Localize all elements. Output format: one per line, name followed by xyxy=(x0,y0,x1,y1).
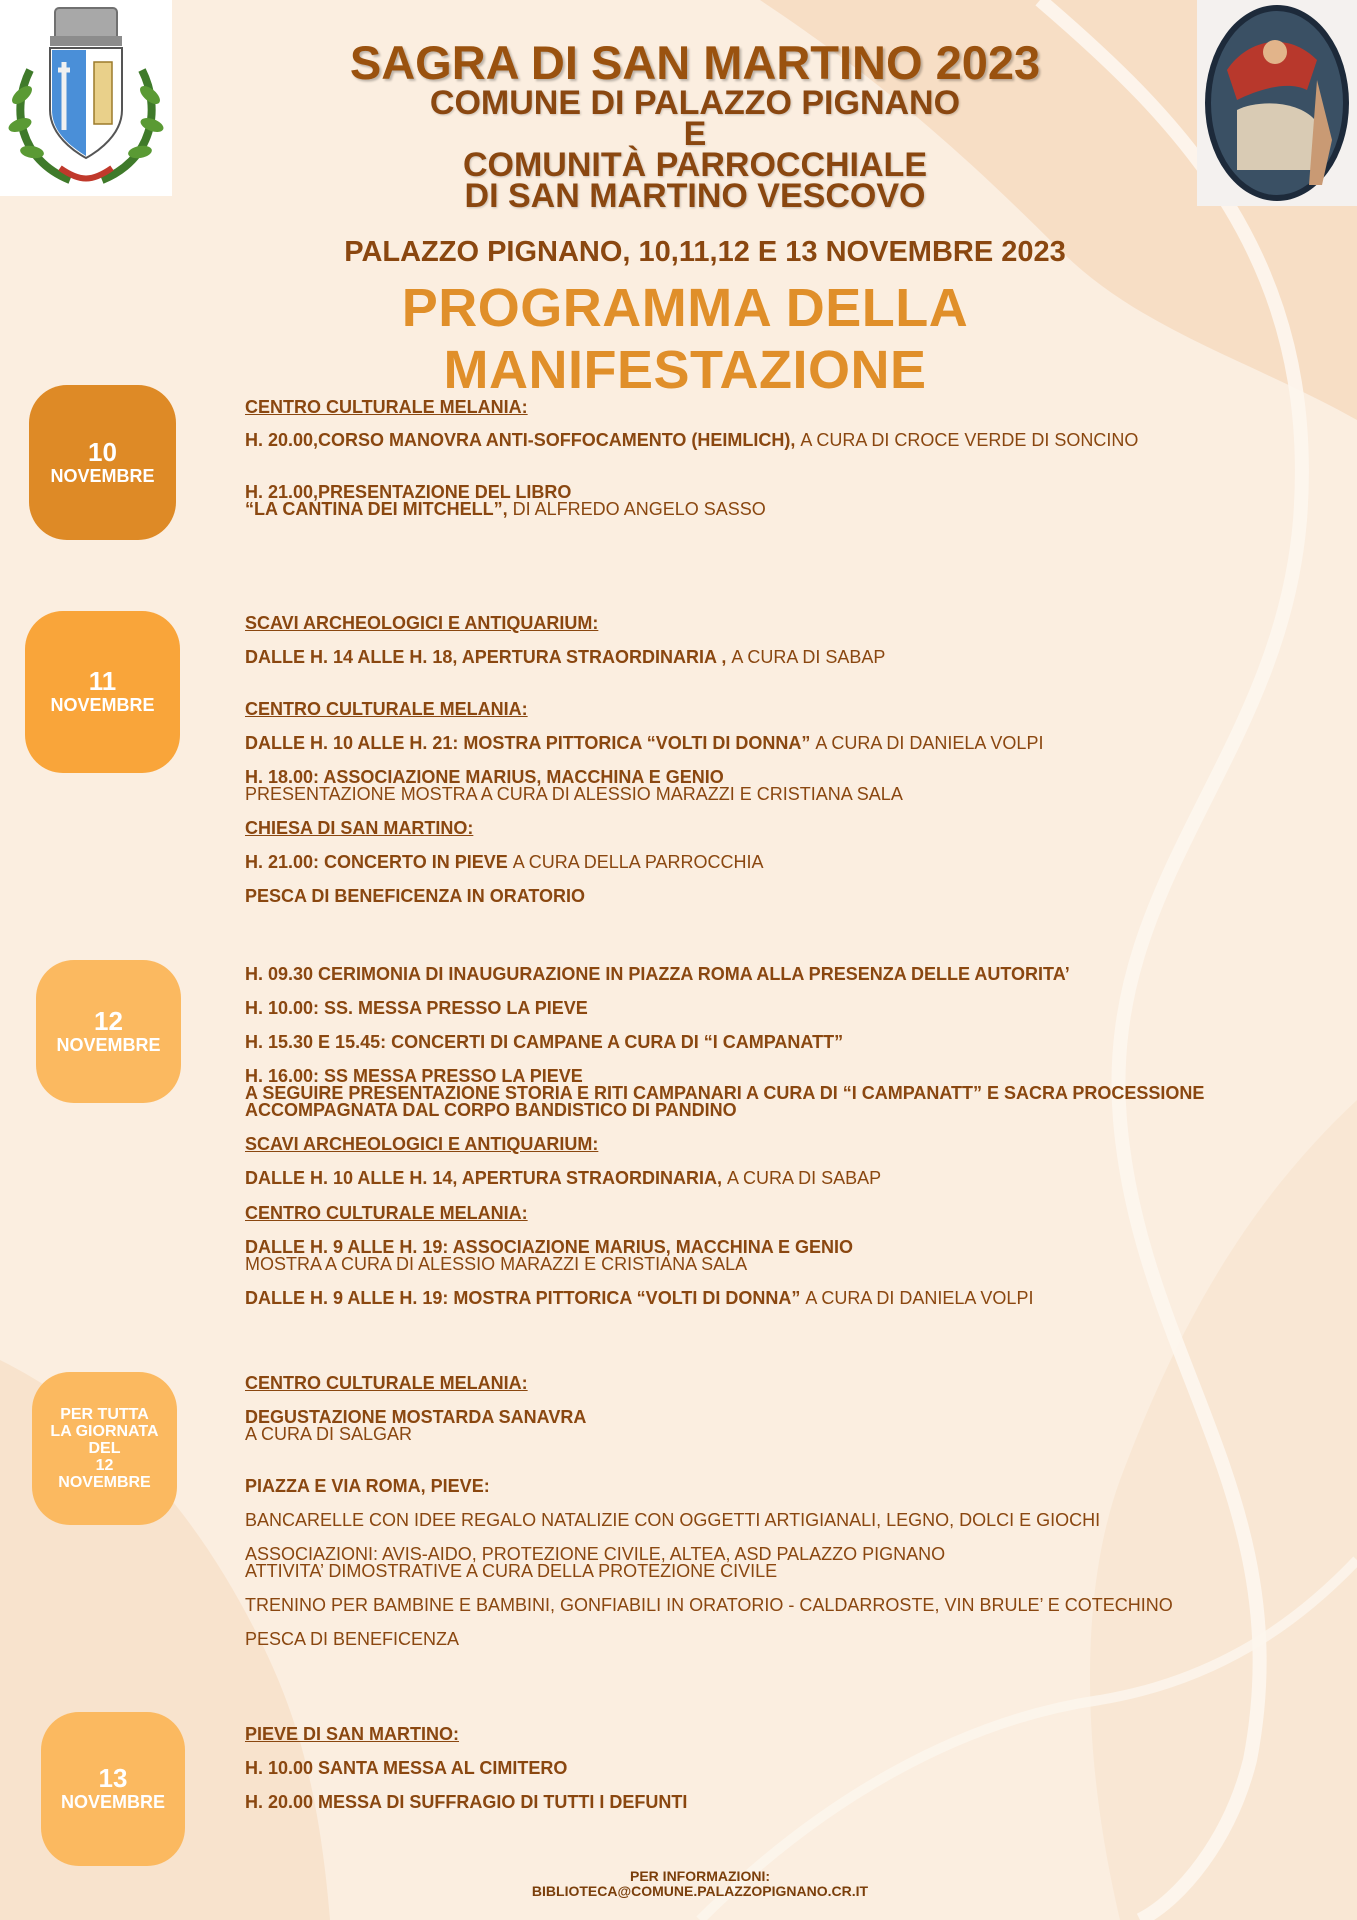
program-item xyxy=(245,999,588,1018)
item-title: A SEGUIRE PRESENTAZIONE STORIA E RITI CAMPANARI A CURA DI “I CAMPANATT” E SACRA PROCESSIONE xyxy=(245,1083,1205,1103)
program-item xyxy=(245,1169,881,1188)
item-detail: PRESENTAZIONE MOSTRA A CURA DI ALESSIO MARAZZI E CRISTIANA SALA xyxy=(245,784,903,804)
saint-martin-painting-icon xyxy=(1197,0,1357,206)
badge-day: 12 xyxy=(94,1005,123,1036)
item-title: DALLE H. 10 ALLE H. 14, APERTURA STRAORDINARIA, xyxy=(245,1168,728,1188)
item-title: DEGUSTAZIONE MOSTARDA SANAVRA xyxy=(245,1407,587,1427)
badge-month: NOVEMBRE xyxy=(60,1792,165,1812)
section-heading: CENTRO CULTURALE MELANIA: xyxy=(245,1203,528,1223)
badge-line: DEL xyxy=(88,1440,121,1457)
item-detail: TRENINO PER BAMBINE E BAMBINI, GONFIABILI IN ORATORIO - CALDARROSTE, VIN BRULE’ E COTECHINO xyxy=(245,1595,1173,1615)
footer-label: PER INFORMAZIONI: xyxy=(630,1868,770,1884)
item-detail: A CURA DI SALGAR xyxy=(245,1424,413,1444)
date-badge-10 xyxy=(29,385,176,540)
section-heading: CENTRO CULTURALE MELANIA: xyxy=(245,397,528,417)
item-title: PESCA DI BENEFICENZA IN ORATORIO xyxy=(245,886,586,906)
item-detail: A CURA DI SABAP xyxy=(727,1168,882,1188)
badge-day: 13 xyxy=(98,1763,128,1793)
footer-info xyxy=(450,1869,950,1899)
event-title: SAGRA DI SAN MARTINO 2023 xyxy=(349,36,1041,89)
item-detail: DI ALFREDO ANGELO SASSO xyxy=(512,499,766,519)
program-item xyxy=(245,734,1043,753)
item-title: DALLE H. 9 ALLE H. 19: MOSTRA PITTORICA “VOLTI DI DONNA” xyxy=(245,1288,806,1308)
item-title: PIAZZA E VIA ROMA, PIEVE: xyxy=(245,1476,490,1496)
section-heading: CENTRO CULTURALE MELANIA: xyxy=(245,1373,528,1393)
badge-month: NOVEMBRE xyxy=(50,695,155,715)
program-item xyxy=(245,648,885,667)
item-title: ACCOMPAGNATA DAL CORPO BANDISTICO DI PANDINO xyxy=(245,1100,737,1120)
section-heading: SCAVI ARCHEOLOGICI E ANTIQUARIUM: xyxy=(245,1134,599,1154)
program-item xyxy=(245,1033,843,1052)
item-detail: BANCARELLE CON IDEE REGALO NATALIZIE CON OGGETTI ARTIGIANALI, LEGNO, DOLCI E GIOCHI xyxy=(245,1510,1101,1530)
date-badge-12 xyxy=(36,960,181,1103)
badge-month: NOVEMBRE xyxy=(56,1034,161,1055)
program-item xyxy=(245,1793,687,1812)
item-detail: ATTIVITA’ DIMOSTRATIVE A CURA DELLA PROTEZIONE CIVILE xyxy=(245,1561,778,1581)
header xyxy=(170,36,1220,215)
item-title: DALLE H. 14 ALLE H. 18, APERTURA STRAORDINARIA , xyxy=(245,647,732,667)
item-title: H. 18.00: ASSOCIAZIONE MARIUS, MACCHINA E GENIO xyxy=(245,767,724,787)
program-item xyxy=(245,1759,567,1778)
item-detail: A CURA DI DANIELA VOLPI xyxy=(805,1288,1034,1308)
badge-line: LA GIORNATA xyxy=(50,1423,159,1440)
contact-email-link[interactable]: BIBLIOTECA@COMUNE.PALAZZOPIGNANO.CR.IT xyxy=(531,1883,869,1899)
badge-line: 12 xyxy=(95,1457,114,1474)
item-title: H. 21.00: CONCERTO IN PIEVE xyxy=(245,852,513,872)
coat-of-arms-icon xyxy=(0,0,172,196)
program-item xyxy=(245,887,585,906)
date-badge-all-day xyxy=(32,1372,177,1525)
program-item xyxy=(245,965,1070,984)
item-detail: MOSTRA A CURA DI ALESSIO MARAZZI E CRISTIANA SALA xyxy=(245,1254,748,1274)
organizer-line-1: COMUNE DI PALAZZO PIGNANO xyxy=(429,84,961,122)
badge-month: NOVEMBRE xyxy=(50,465,155,486)
item-title: H. 10.00: SS. MESSA PRESSO LA PIEVE xyxy=(245,998,588,1018)
date-badge-11 xyxy=(25,611,180,773)
program-item xyxy=(245,1101,737,1120)
item-detail: ASSOCIAZIONI: AVIS-AIDO, PROTEZIONE CIVILE, ALTEA, ASD PALAZZO PIGNANO xyxy=(245,1544,946,1564)
event-dates: PALAZZO PIGNANO, 10,11,12 E 13 NOVEMBRE 2023 xyxy=(344,236,1066,268)
date-badge-13 xyxy=(41,1712,185,1866)
item-title: H. 21.00,PRESENTAZIONE DEL LIBRO xyxy=(245,482,572,502)
item-title: H. 09.30 CERIMONIA DI INAUGURAZIONE IN PIAZZA ROMA ALLA PRESENZA DELLE AUTORITA’ xyxy=(245,964,1070,984)
badge-line: PER TUTTA xyxy=(60,1406,149,1423)
item-title: H. 10.00 SANTA MESSA AL CIMITERO xyxy=(245,1758,568,1778)
section-heading xyxy=(245,1477,490,1496)
program-item xyxy=(245,1289,1033,1308)
item-detail: A CURA DELLA PARROCCHIA xyxy=(512,852,764,872)
item-title: H. 20.00 MESSA DI SUFFRAGIO DI TUTTI I DEFUNTI xyxy=(245,1792,688,1812)
item-title: H. 20.00,CORSO MANOVRA ANTI-SOFFOCAMENTO (HEIMLICH), xyxy=(245,430,801,450)
item-detail: A CURA DI DANIELA VOLPI xyxy=(815,733,1044,753)
section-heading: SCAVI ARCHEOLOGICI E ANTIQUARIUM: xyxy=(245,613,599,633)
item-detail: PESCA DI BENEFICENZA xyxy=(245,1629,460,1649)
badge-day: 10 xyxy=(88,436,117,467)
item-detail: A CURA DI SABAP xyxy=(731,647,886,667)
item-title: DALLE H. 9 ALLE H. 19: ASSOCIAZIONE MARIUS, MACCHINA E GENIO xyxy=(245,1237,854,1257)
program-item xyxy=(245,853,764,872)
program-heading: PROGRAMMA DELLA MANIFESTAZIONE xyxy=(401,278,969,400)
section-heading: CHIESA DI SAN MARTINO: xyxy=(245,818,474,838)
section-heading: PIEVE DI SAN MARTINO: xyxy=(245,1724,460,1744)
program-item xyxy=(245,500,766,519)
section-heading: CENTRO CULTURALE MELANIA: xyxy=(245,699,528,719)
item-title: H. 15.30 E 15.45: CONCERTI DI CAMPANE A CURA DI “I CAMPANATT” xyxy=(245,1032,844,1052)
item-title: H. 16.00: SS MESSA PRESSO LA PIEVE xyxy=(245,1066,583,1086)
organizer-line-3: COMUNITÀ PARROCCHIALE xyxy=(462,146,927,184)
organizer-line-2: E xyxy=(683,115,707,153)
item-title: DALLE H. 10 ALLE H. 21: MOSTRA PITTORICA “VOLTI DI DONNA” xyxy=(245,733,816,753)
organizer-line-4: DI SAN MARTINO VESCOVO xyxy=(464,177,926,215)
item-detail: A CURA DI CROCE VERDE DI SONCINO xyxy=(800,430,1139,450)
badge-day: 11 xyxy=(88,666,117,696)
badge-line: NOVEMBRE xyxy=(58,1474,151,1491)
program-item xyxy=(245,431,1138,450)
item-title: “LA CANTINA DEI MITCHELL”, xyxy=(245,499,513,519)
